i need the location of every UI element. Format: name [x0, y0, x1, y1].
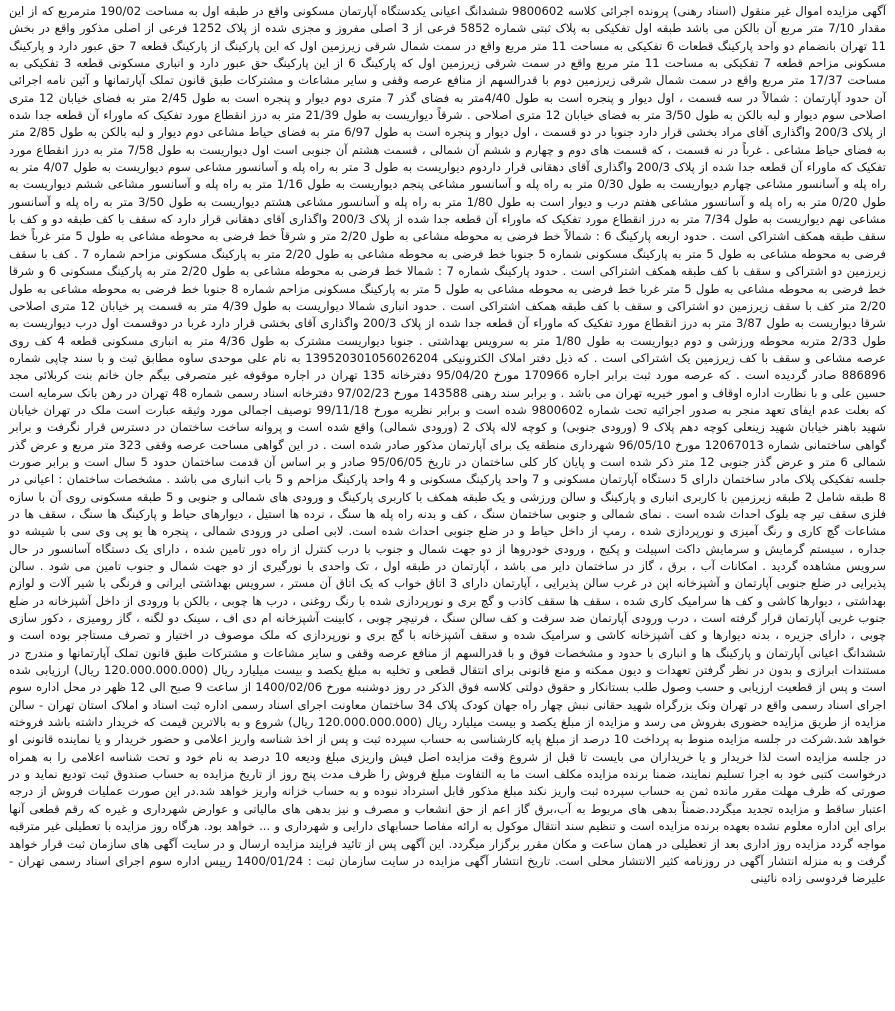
auction-notice-text: آگهی مزایده اموال غیر منقول (اسناد رهنی) پرونده اجرائی کلاسه 9800602 ششدانگ اعیانی یکدستگاه آپارتمان مسکونی واقع در طبقه اول به مساحت 190/02 مترمربع که از این مقدار 7/10 متر مربع آن بالکن می باشد طبقه اول تفکیکی به پلاک ثبتی شماره 5852 فرعی از 3 اصلی مفروز و مجزی شده از پلاک 1252 فرعی از اصلی مذکور واقع در بخش 11 تهران بانضمام دو واحد پارکینگ قطعات 6 تفکیکی به مساحت 11 متر مربع واقع در سمت شمال شرقی زیرزمین اول که این پارکینگ از پارکینگ قطعه 7 حق عبور دارد و پارکینگ مسکونی مزاحم قطعه 7 تفکیکی به مساحت 11 متر مربع واقع در سمت شرقی زیرزمین اول که پارکینگ 6 از این پارکینگ حق عبور دارد و انباری مسکونی قطعه 3 تفکیکی به مساحت 17/37 متر مربع واقع در سمت شمال شرقی زیرزمین دوم با قدرالسهم از منافع عرصه وقفی و سایر مشاعات و مشترکات طبق قانون تملک آپارتمانها و آئین نامه اجرائی آن حدود آپارتمان : شمالاً در سه قسمت ، اول دیوار و پنجره است به طول 4/40متر به فضای گذر 7 متری دوم دیوار و پنجره است به طول 2/45 متر به فضای خیابان 12 متری اصلاحی سوم دیوار و لبه بالکن به طول 3/50 متر به فضای خیابان 12 متری اصلاحی . شرقاً دیواریست به طول 21/39 متر به درز انقطاع مورد تفکیک که ماوراء آن قطعه جدا شده از پلاک 200/3 واگذاری آقای مراد بخشی قرار دارد جنوبا در دو قسمت ، اول دیوار و پنجره است به طول 6/97 متر به فضای حیاط مشاعی دوم دیوار و لبه بالکن به طول 2/85 متر به فضای حیاط مشاعی . غرباً در نه قسمت ، که قسمت های دوم و چهارم و ششم آن شمالی ، قسمت هشتم آن جنوبی است اول دیواریست به طول 7/58 متر به درز انقطاع مورد تفکیک که ماوراء آن قطعه جدا شده از پلاک 200/3 واگذاری آقای دهقانی قرار داردوم دیواریست به طول 3 متر به راه پله و آسانسور مشاعی سوم دیواریست به طول 4/07 متر به راه پله و آسانسور مشاعی چهارم دیواریست به طول 0/30 متر به راه پله و آسانسور مشاعی پنجم دیواریست به طول 1/16 متر به راه پله و آسانسور مشاعی ششم دیواریست به طول 0/20 متر به راه پله و آسانسور مشاعی هفتم درب و دیوار است به طول 1/80 متر به راه پله و آسانسور مشاعی هشتم دیواریست به طول 3/50 متر به راه پله و آسانسور مشاعی نهم دیواریست به طول 7/34 متر به درز انقطاع مورد تفکیک که ماوراء آن قطعه جدا شده از پلاک 200/3 واگذاری آقای دهقانی قرار دارد که سقف با کف طبقه دو و کف با سقف طبقه همکف اشتراکی است . حدود اربعه پارکینگ 6 : شمالاً خط فرضی به محوطه مشاعی به طول 2/20 متر و شرقاً خط فرضی به محوطه مشاعی به طول 5 متر غرباً خط فرضی به محوطه مشاعی به طول 5 متر به پارکینگ مسکونی شماره 5 جنوبا خط فرضی به محوطه مشاعی به طول 2/20 متر به پارکینگ مسکونی مزاحم شماره 7 . کف با سقف زیرزمین دو اشتراکی و سقف با کف طبقه همکف اشتراکی است . حدود پارکینگ شماره 7 : شمالا خط فرضی به محوطه مشاعی به طول 2/20 متر به پارکینگ مسکونی 6 و شرقا خط فرضی به محوطه مشاعی به طول 5 متر غربا خط فرضی به محوطه مشاعی به طول 5 متر به پارکینگ مسکونی مزاحم شماره 8 جنوبا خط فرضی به محوطه مشاعی به طول 2/20 متر کف با سقف زیرزمین دو اشتراکی و سقف با کف طبقه همکف اشتراکی است . حدود انباری شمالا دیواریست به طول 4/39 متر به قسمت پر خیابان 12 متری اصلاحی شرقا دیواریست به طول 3/87 متر به درز انقطاع مورد تفکیک که ماوراء آن قطعه جدا شده از پلاک 200/3 واگذاری آقای بخشی قرار دارد غربا در دوقسمت اول درب دیواریست به طول 2/33 متربه محوطه ورزشی و دوم دیواریست به طول 1/80 متر به سرویس بهداشتی . جنوبا دیواریست مشترک به طول 4/36 متر به انباری مسکونی قطعه 4 کف روی عرصه مشاعی و سقف با کف زیرزمین یک اشتراکی است . که ذیل دفتر املاک الکترونیکی 139520301056026204 به نام علی موحدی ساوه مطابق ثبت و با سند چاپی شماره 886896 صادر گردیده است . که عرصه مورد ثبت برابر اجاره 170966 مورخ 95/04/20 دفترخانه 135 تهران در اجاره موقوفه غیر متصرفی بیگم جان خانم بنت کربلائی مجد حسین علی و با نظارت اداره اوقاف و امور خیریه تهران می باشد . و برابر سند رهنی 143588 مورخ 97/02/23 دفترخانه اسناد رسمی شماره 48 تهران در رهن بانک سرمایه است که بعلت عدم ایفای تعهد منجر به صدور اجرائیه تحت شماره 9800602 شده است و برابر نظریه مورخ 99/11/18 توصیف اجمالی مورد وثیقه عبارت است ملک در تهران خیابان شهید باهنر خیابان شهید زینعلی کوچه دهم پلاک 9 (ورودی جنوبی) و کوچه لاله پلاک 2 (ورودی شمالی) واقع شده است و پروانه ساخت ساختمان در دسترس قرار نگرفت و برابر گواهی ساختمانی شماره 12067013 مورخ 96/05/10 شهرداری منطقه یک برای آپارتمان مذکور صادر شده است . در این گواهی مساحت عرصه وقفی 323 متر مربع و عرض گذر شمالی 6 متر و عرض گذر جنوبی 12 متر ذکر شده است و پایان کار کلی ساختمان در تاریخ 95/06/05 صادر و بر اساس آن قدمت ساختمان حدود 5 سال است و برابر صورت جلسه تفکیکی پلاک مادر ساختمان دارای 5 دستگاه آپارتمان مسکونی و 7 واحد پارکینگ مسکونی و 4 واحد پارکینگ مزاحم و 5 باب انباری می باشد . مشخصات ساختمان : اعیانی در 8 طبقه شامل 2 طبقه زیرزمین با کاربری انباری و پارکینگ و سالن ورزشی و یک طبقه همکف با کاربری پارکینگ و ورودی های شمالی و جنوبی و 5 طبقه مسکونی روی آن با سازه فلزی سقف تیر چه بلوک احداث شده است . نمای شمالی و جنوبی ساختمان سنگ ، کف و بدنه راه پله ها سنگ ، نرده ها استیل ، دیوارهای حیاط و پارکینگ ها سنگ ، سقف ها در مشاعات گچ کاری و رنگ آمیزی و نورپردازی شده ، رمپ از داخل حیاط و در ضلع جنوبی احداث شده است. لابی اصلی در ورودی شمالی ، پنجره ها یو پی وی سی با شیشه دو جداره ، سیستم گرمایش و سرمایش داکت اسپیلت و پکیج ، ورودی خودروها از دو جهت شمال و جنوب با درب کنترل از راه دور تامین شده ، دارای یک دستگاه آسانسور در حال سرویس مشاهده گردید . امکانات آب ، برق ، گاز در ساختمان دایر می باشد ، آپارتمان در طبقه اول ، تک واحدی با نورگیری از دو جهت شمال و جنوب تامین می شود . سالن پذیرایی در ضلع جنوبی آپارتمان و آشپزخانه اپن در غرب سالن پذیرایی ، آپارتمان دارای 3 اتاق خواب که یک اتاق آن مستر ، سرویس بهداشتی ایرانی و فرنگی با شیر آلات و لوازم بهداشتی ، دیوارها کاشی و کف ها سرامیک کاری شده ، سقف ها سقف کاذب و گچ بری و نورپردازی شده با رنگ روغنی ، درب ها چوبی ، بالکن با ورودی از داخل آشپزخانه در ضلع جنوب غربی آپارتمان قرار گرفته است ، درب ورودی آپارتمان ضد سرقت و کف سالن سنگ ، فرنیچر چوبی ، کابینت آشپزخانه ام دی اف ، سینک دو لگنه ، گاز رومیزی ، دکور سازی چوبی ، دارای جزیره ، بدنه دیوارها و کف آشپزخانه کاشی و سرامیک شده و سقف آشپزخانه با گچ بری و نورپردازی که ملک موصوف در اختیار و تصرف مستاجر بوده است و ششدانگ اعیانی آپارتمان و پارکینگ ها و انباری با حدود و مشخصات فوق و با قدرالسهم از منافع عرصه وقفی و سایر مشاعات و مشترکات طبق قانون تملک آپارتمانها و مندرج در مستندات ابرازی و بدون در نظر گرفتن تعهدات و دیون ممکنه و منع قانونی برای انتقال قطعی و تخلیه به مبلغ یکصد و بیست میلیارد ریال (120.000.000.000 ریال) ارزیابی شده است و پس از قطعیت ارزیابی و حسب وصول طلب بستانکار و حقوق دولتی کلاسه فوق الذکر در روز دوشنبه مورخ 1400/02/06 از ساعت 9 صبح الی 12 ظهر در محل اداره سوم اجرای اسناد رسمی واقع در تهران ونک بزرگراه شهید حقانی نبش چهار راه جهان کودک پلاک 34 ساختمان معاونت اجرای اسناد رسمی اداره ثبت اسناد و املاک استان تهران - سالن مزایده از طریق مزایده حضوری بفروش می رسد و مزایده از مبلغ یکصد و بیست میلیارد ریال (120.000.000.000 ریال) شروع و به بالاترین قیمت که خریدار داشته باشد فروخته خواهد شد.شرکت در جلسه مزایده منوط به پرداخت 10 درصد از مبلغ پایه کارشناسی به حساب سپرده ثبت و پس از اخذ شناسه واریز اعلامی و حضور خریدار و یا نماینده قانونی او در جلسه مزایده است لذا خریدار و یا خریداران می بایست تا قبل از شروع وقت مزایده اصل فیش واریزی مبلغ ودیعه 10 درصد به نام خود و تحت شناسه اعلامی را به همراه درخواست کتبی خود به اجرا تسلیم نمایند، ضمنا برنده مزایده مکلف است ما به التفاوت مبلغ فروش را ظرف مدت پنج روز از تاریخ مزایده به حساب صندوق ثبت تودیع نماید و در صورتی که ظرف مهلت مقرر مانده ثمن به حساب سپرده ثبت واریز نکند مبلغ مذکور قابل استرداد نبوده و به حساب خزانه واریز خواهد شد.در این صورت عملیات فروش از درجه اعتبار ساقط و مزایده تجدید میگردد.ضمناً بدهی های مربوط به آب،برق گاز اعم از حق انشعاب و مصرف و نیز بدهی های مالیاتی و عوارض شهرداری و غیره که رقم قطعی آنها برای این اداره معلوم نشده بعهده برنده مزایده است و تنظیم سند انتقال موکول به ارائه مفاصا حسابهای دارایی و شهرداری و ... خواهد بود. هرگاه روز مزایده با تعطیلی غیر مترقبه مواجه گردد مزایده روز اداری بعد از تعطیلی در همان ساعت و مکان مقرر برگزار میگردد. این آگهی پس از تائید فرایند مزایده ارسال و در سایت آگهی های سازمان ثبت قرار خواهد گرفت و به منزله انتشار آگهی در روزنامه کثیر الانتشار محلی است. تاریخ انتشار آگهی مزایده در سایت سازمان ثبت : 1400/01/24 رییس اداره سوم اجرای اسناد رسمی تهران - علیرضا فردوسی زاده نائینی	[9, 4, 887, 886]
